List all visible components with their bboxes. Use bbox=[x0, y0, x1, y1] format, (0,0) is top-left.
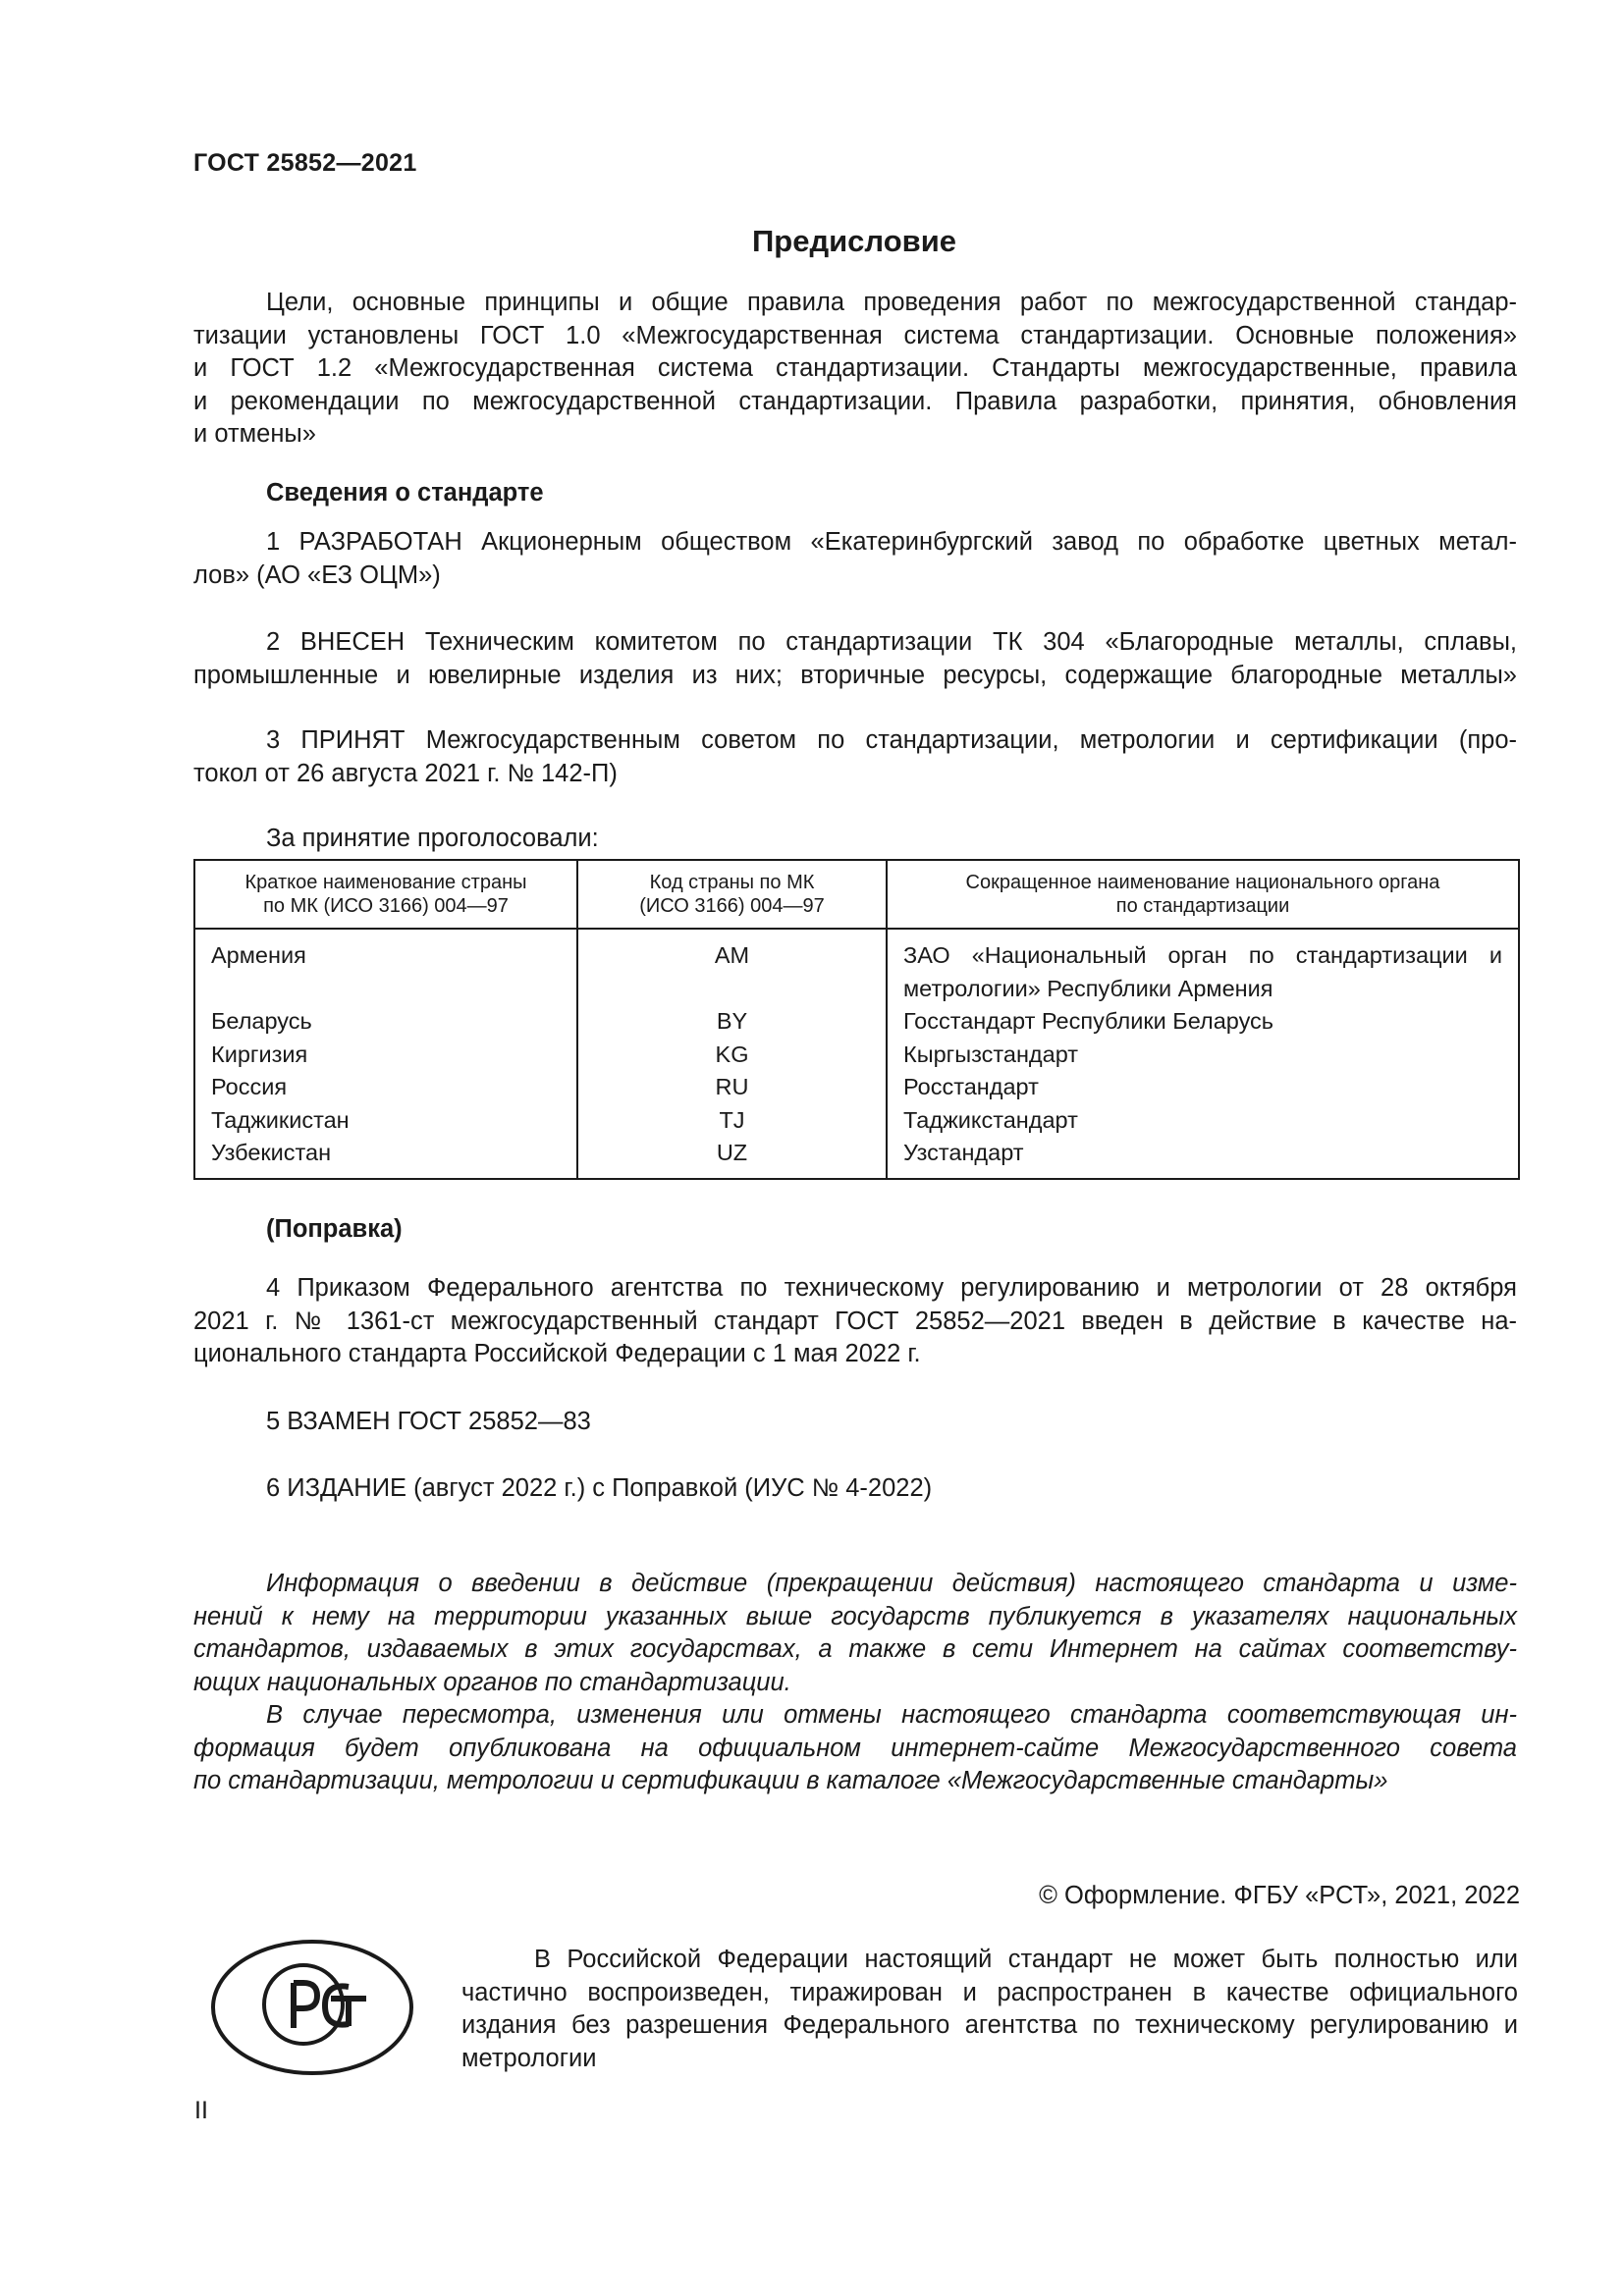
intro-line: и ГОСТ 1.2 «Межгосударственная система стандартизации. Стандарты межгосударственные, правила bbox=[193, 354, 1517, 382]
page-title: Предисловие bbox=[751, 224, 956, 258]
item-3-line: 3 ПРИНЯТ Межгосударственным советом по стандартизации, метрологии и сертификации (про- bbox=[266, 726, 1517, 754]
item-6: 6 ИЗДАНИЕ (август 2022 г.) с Поправкой (ИУС № 4-2022) bbox=[266, 1474, 933, 1502]
table-row bbox=[194, 929, 1519, 1005]
intro-line: тизации установлены ГОСТ 1.0 «Межгосударственная система стандартизации. Основные положения» bbox=[193, 321, 1517, 349]
table-header-code bbox=[577, 860, 887, 929]
header-line: по стандартизации bbox=[1115, 895, 1290, 917]
table-header-organization bbox=[887, 860, 1519, 929]
italic-line: стандартов, издаваемых в этих государствах, а также в сети Интернет на сайтах соответству- bbox=[193, 1635, 1517, 1663]
table-header-row bbox=[194, 860, 1519, 929]
cell-code: UZ bbox=[577, 1137, 887, 1179]
rst-logo bbox=[209, 1936, 415, 2079]
item-4-line: ционального стандарта Российской Федерации с 1 мая 2022 г. bbox=[193, 1340, 921, 1367]
intro-line: Цели, основные принципы и общие правила проведения работ по межгосударственной стандар- bbox=[266, 289, 1517, 316]
table-row bbox=[194, 1071, 1519, 1104]
header-line: по МК (ИСО 3166) 004—97 bbox=[263, 895, 509, 917]
intro-line: и рекомендации по межгосударственной стандартизации. Правила разработки, принятия, обновления bbox=[193, 387, 1517, 415]
rst-logo-icon bbox=[209, 1936, 415, 2079]
italic-line: В случае пересмотра, изменения или отмены настоящего стандарта соответствующая ин- bbox=[266, 1701, 1517, 1729]
cell-code: BY bbox=[577, 1005, 887, 1039]
cell-code: RU bbox=[577, 1071, 887, 1104]
item-4-line: 4 Приказом Федерального агентства по техническому регулированию и метрологии от 28 октября bbox=[266, 1274, 1517, 1302]
header-line: (ИСО 3166) 004—97 bbox=[639, 895, 825, 917]
info-heading: Сведения о стандарте bbox=[266, 479, 544, 507]
italic-line: по стандартизации, метрологии и сертификации в каталоге «Межгосударственные стандарты» bbox=[193, 1767, 1388, 1794]
cell-organization: Госстандарт Республики Беларусь bbox=[887, 1005, 1519, 1039]
cell-code: KG bbox=[577, 1039, 887, 1072]
item-4 bbox=[193, 1272, 1517, 1371]
item-2 bbox=[193, 626, 1517, 692]
copyright-notice: В Российской Федерации настоящий стандарт не может быть полностью или частично воспроизведен, тиражирован и распространен в качестве официального издания без разрешения Федерального агентства по техническому регулированию и метрологии bbox=[461, 1946, 1518, 2072]
cell-country: Армения bbox=[194, 929, 577, 1005]
intro-paragraph bbox=[193, 287, 1517, 452]
voting-table bbox=[193, 859, 1520, 1180]
table-header-country bbox=[194, 860, 577, 929]
table-row bbox=[194, 1005, 1519, 1039]
cell-organization: ЗАО «Национальный орган по стандартизации и метрологии» Республики Армения bbox=[887, 929, 1519, 1005]
cell-country: Беларусь bbox=[194, 1005, 577, 1039]
item-1-line: лов» (АО «ЕЗ ОЦМ») bbox=[193, 561, 441, 589]
cell-code: TJ bbox=[577, 1104, 887, 1138]
cell-country: Россия bbox=[194, 1071, 577, 1104]
item-1 bbox=[193, 526, 1517, 592]
document-header: ГОСТ 25852—2021 bbox=[193, 149, 417, 177]
cell-country: Узбекистан bbox=[194, 1137, 577, 1179]
cell-code: AM bbox=[577, 929, 887, 1005]
cell-organization: Росстандарт bbox=[887, 1071, 1519, 1104]
header-line: Сокращенное наименование национального органа bbox=[965, 872, 1440, 893]
italic-line: ющих национальных органов по стандартизации. bbox=[193, 1668, 791, 1696]
item-2-line: промышленные и ювелирные изделия из них; вторичные ресурсы, содержащие благородные металлы» bbox=[193, 661, 1517, 689]
item-3-line: токол от 26 августа 2021 г. № 142-П) bbox=[193, 759, 618, 787]
cell-organization: Узстандарт bbox=[887, 1137, 1519, 1179]
header-line: Краткое наименование страны bbox=[244, 872, 527, 893]
copyright-line: © Оформление. ФГБУ «РСТ», 2021, 2022 bbox=[1039, 1882, 1520, 1909]
info-italic-2 bbox=[193, 1699, 1517, 1798]
cell-organization: Кыргызстандарт bbox=[887, 1039, 1519, 1072]
info-italic-1 bbox=[193, 1568, 1517, 1699]
table-row bbox=[194, 1137, 1519, 1179]
table-row bbox=[194, 1104, 1519, 1138]
table-row bbox=[194, 1039, 1519, 1072]
amendment-heading: (Поправка) bbox=[266, 1215, 403, 1243]
cell-country: Киргизия bbox=[194, 1039, 577, 1072]
cell-organization: Таджикстандарт bbox=[887, 1104, 1519, 1138]
italic-line: нений к нему на территории указанных выше государств публикуется в указателях национальных bbox=[193, 1602, 1517, 1630]
header-line: Код страны по МК bbox=[649, 872, 815, 893]
item-3 bbox=[193, 724, 1517, 790]
intro-line: и отмены» bbox=[193, 420, 316, 448]
italic-line: формация будет опубликована на официальном интернет-сайте Межгосударственного совета bbox=[193, 1734, 1517, 1762]
page-number: II bbox=[194, 2097, 208, 2124]
item-1-line: 1 РАЗРАБОТАН Акционерным обществом «Екатеринбургский завод по обработке цветных метал- bbox=[266, 528, 1517, 556]
cell-country: Таджикистан bbox=[194, 1104, 577, 1138]
voted-label: За принятие проголосовали: bbox=[266, 825, 599, 852]
italic-line: Информация о введении в действие (прекращении действия) настоящего стандарта и изме- bbox=[266, 1570, 1517, 1597]
item-5: 5 ВЗАМЕН ГОСТ 25852—83 bbox=[266, 1408, 591, 1435]
item-4-line: 2021 г. № 1361-ст межгосударственный стандарт ГОСТ 25852—2021 введен в действие в качестве на- bbox=[193, 1307, 1517, 1335]
item-2-line: 2 ВНЕСЕН Техническим комитетом по стандартизации ТК 304 «Благородные металлы, сплавы, bbox=[266, 628, 1517, 656]
